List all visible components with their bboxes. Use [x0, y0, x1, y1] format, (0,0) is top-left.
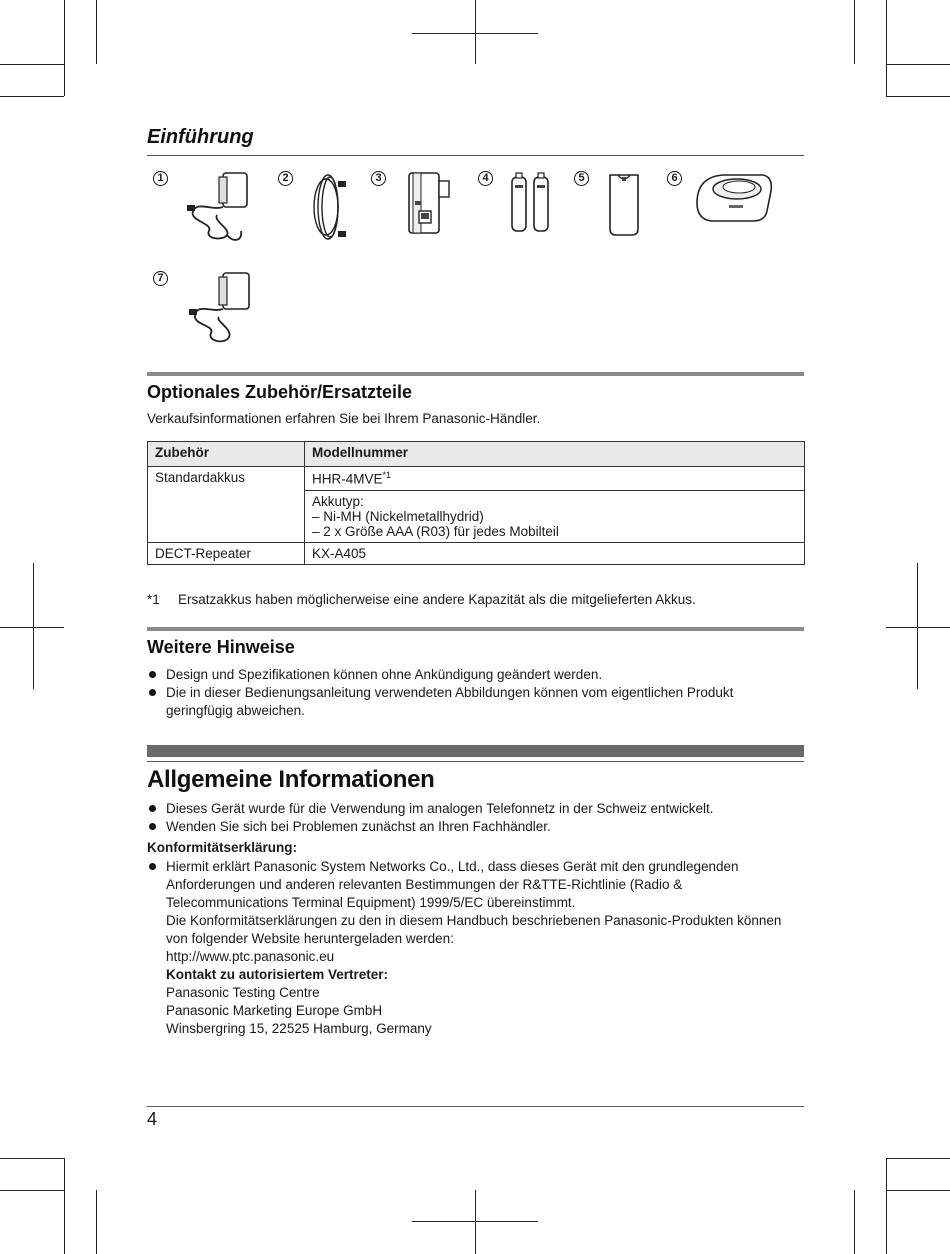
crop-mark [475, 1190, 476, 1254]
conformity-label: Konformitätserklärung: [147, 840, 298, 855]
section-bar [147, 372, 804, 376]
address-line: Panasonic Testing Centre [166, 985, 320, 1000]
table-cell: DECT-Repeater [148, 542, 305, 564]
chapter-bar [147, 745, 804, 757]
table-header-row [148, 442, 805, 467]
crop-mark [886, 1158, 950, 1159]
footnote-text: Ersatzakkus haben möglicherweise eine andere Kapazität als die mitgelieferten Akkus. [178, 592, 696, 607]
crop-mark [0, 1158, 64, 1159]
base-unit-icon [693, 171, 775, 227]
crop-mark [96, 0, 97, 64]
conformity-text: Hiermit erklärt Panasonic System Networks Co., Ltd., dass dieses Gerät mit den grundlegenden Anforderungen und anderen relevanten Bestimmungen der R&TTE-Richtlinie (Radio & Telecommunications Terminal Equipment) 1999/5/EC übereinstimmt. [166, 859, 739, 910]
list-item: Design und Spezifikationen können ohne Ankündigung geändert werden. [147, 666, 804, 684]
website-url: http://www.ptc.panasonic.eu [166, 949, 335, 964]
table-row [148, 542, 805, 564]
table-cell [305, 490, 805, 542]
crop-mark [886, 1190, 950, 1191]
charger-adaptor-icon [183, 271, 255, 349]
crop-mark [475, 0, 476, 64]
section-bar [147, 627, 804, 631]
item-number: 5 [574, 171, 589, 186]
battery-type-line: – Ni-MH (Nickelmetallhydrid) [312, 508, 484, 524]
accessories-title: Optionales Zubehör/Ersatzteile [147, 382, 413, 402]
crop-mark [886, 64, 950, 65]
accessories-table [147, 441, 805, 565]
address-line: Winsbergring 15, 22525 Hamburg, Germany [166, 1021, 432, 1036]
list-item: Wenden Sie sich bei Problemen zunächst an Ihren Fachhändler. [147, 818, 804, 836]
intro-title: Einführung [147, 126, 254, 148]
handset-cover-icon [604, 171, 644, 239]
item-number: 6 [667, 171, 682, 186]
notes-list [147, 666, 804, 720]
divider [147, 761, 804, 762]
table-cell: KX-A405 [305, 542, 805, 564]
accessories-intro: Verkaufsinformationen erfahren Sie bei Ihrem Panasonic-Händler. [147, 411, 541, 426]
crop-mark [886, 1158, 887, 1254]
list-item: Dieses Gerät wurde für die Verwendung im analogen Telefonnetz in der Schweiz entwickelt. [147, 800, 804, 818]
notes-title: Weitere Hinweise [147, 637, 295, 657]
download-text: Die Konformitätserklärungen zu den in diesem Handbuch beschriebenen Panasonic-Produkten können von folgender Website heruntergeladen werden: [166, 913, 782, 946]
battery-type-label: Akkutyp: [312, 493, 364, 509]
crop-mark [886, 627, 950, 628]
item-number: 4 [478, 171, 493, 186]
crop-mark [64, 0, 65, 96]
general-title: Allgemeine Informationen [147, 766, 435, 793]
contact-label: Kontakt zu autorisiertem Vertreter: [166, 967, 389, 982]
crop-mark [0, 1190, 64, 1191]
telephone-cord-icon [308, 171, 358, 245]
crop-mark [886, 0, 887, 96]
crop-mark [917, 563, 918, 689]
page-number: 4 [147, 1109, 158, 1129]
ac-adaptor-icon [183, 171, 255, 247]
bullet [149, 863, 156, 870]
crop-mark [854, 1190, 855, 1254]
table-header: Zubehör [148, 442, 305, 467]
crop-mark [64, 1158, 65, 1254]
crop-mark [33, 563, 34, 689]
crop-mark [0, 64, 64, 65]
crop-mark [886, 96, 950, 97]
table-row [148, 467, 805, 491]
divider [147, 155, 804, 156]
list-item: Die in dieser Bedienungsanleitung verwendeten Abbildungen können vom eigentlichen Produkt geringfügig abweichen. [147, 684, 804, 720]
batteries-icon [508, 171, 556, 235]
table-cell: Standardakkus [148, 467, 305, 543]
crop-mark [0, 627, 64, 628]
conformity-block [166, 858, 806, 1038]
item-number: 1 [153, 171, 168, 186]
address-line: Panasonic Marketing Europe GmbH [166, 1003, 383, 1018]
footnote-ref: *1 [382, 470, 392, 480]
table-cell [305, 467, 805, 491]
table-header: Modellnummer [305, 442, 805, 467]
divider [147, 1106, 804, 1107]
item-number: 3 [371, 171, 386, 186]
item-number: 2 [278, 171, 293, 186]
item-number: 7 [153, 271, 168, 286]
battery-type-line: – 2 x Größe AAA (R03) für jedes Mobilteil [312, 523, 559, 539]
crop-mark [96, 1190, 97, 1254]
general-list [147, 800, 804, 836]
phone-plug-adaptor-icon [401, 171, 457, 239]
crop-mark [0, 96, 64, 97]
footnote-mark: *1 [147, 592, 160, 607]
crop-mark [854, 0, 855, 64]
model-number: HHR-4MVE [312, 471, 383, 487]
